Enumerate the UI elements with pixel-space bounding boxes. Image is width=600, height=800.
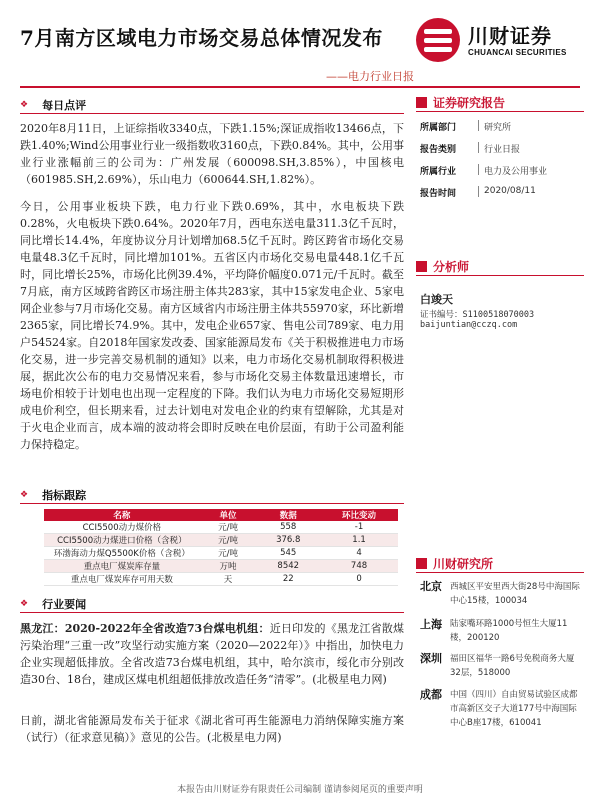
section-divider [20,612,404,613]
sidebar-heading-analyst: 分析师 [416,258,584,276]
metric-name: CCI5500动力煤进口价格（含税） [44,534,200,547]
section-heading-metrics: ❖ 指标跟踪 [20,489,87,502]
news-body: 日前，湖北省能源局发布关于征求《湖北省可再生能源电力消纳保障实施方案（试行）（征求意见稿）》意见的公告。(北极星电力网) [20,714,404,744]
table-row [44,534,398,547]
diamond-bullet-icon: ❖ [20,490,29,500]
report-info-row: 报告类别 行业日报 [420,142,520,155]
section-heading-daily: ❖ 每日点评 [20,99,87,112]
metric-value: 376.8 [256,534,320,547]
diamond-bullet-icon: ❖ [20,599,29,609]
square-bullet-icon [416,97,427,108]
report-info-row: 报告时间 2020/08/11 [420,186,536,199]
office-address: 陆家嘴环路1000号恒生大厦11楼，200120 [450,619,568,643]
office-city: 成都 [420,688,442,701]
report-subtitle: ——电力行业日报 [326,70,414,83]
office-city: 北京 [420,580,442,593]
metric-unit: 元/吨 [200,534,257,547]
daily-paragraph-1: 2020年8月11日，上证综指收3340点，下跌1.15%;深证成指收13466点，下跌1.40%;Wind公用事业行业一级指数收3160点，下跌0.84%。其中，公用事业行业涨幅前三的公司为：广州发展（600098.SH,3.85%），中国核电（601985.SH,2.69%），乐山电力（600644.SH,1.82%）。 [20,122,404,186]
metric-change: 748 [320,560,398,573]
column-header: 单位 [200,509,257,521]
news-item-2 [20,712,404,746]
table-row [44,573,398,586]
metric-change: 1.1 [320,534,398,547]
table-row [44,521,398,534]
column-header: 名称 [44,509,200,521]
news-item-1 [20,620,404,688]
analyst-email[interactable]: baijuntian@cczq.com [420,320,518,330]
metric-value: 22 [256,573,320,586]
news-lead: 黑龙江：2020-2022年全省改造73台煤电机组： [20,622,270,635]
metric-name: 重点电厂煤炭库存量 [44,560,200,573]
square-bullet-icon [416,261,427,272]
metric-change: 4 [320,547,398,560]
square-bullet-icon [416,558,427,569]
diamond-bullet-icon: ❖ [20,100,29,110]
analyst-cert: 证书编号：S1100518070003 [420,310,535,320]
report-title: 7月南方区域电力市场交易总体情况发布 [20,26,383,50]
metric-name: CCI5500动力煤价格 [44,521,200,534]
analyst-name: 白竣天 [420,293,453,306]
office-address: 西城区平安里西大街28号中海国际中心15楼，100034 [450,582,580,606]
table-row [44,547,398,560]
metric-name: 环渤海动力煤Q5500K价格（含税） [44,547,200,560]
section-divider [20,503,404,504]
metric-unit: 天 [200,573,257,586]
metric-value: 558 [256,521,320,534]
metrics-table [44,509,398,586]
metric-value: 545 [256,547,320,560]
daily-paragraph-2: 今日，公用事业板块下跌，电力行业下跌0.69%，其中，水电板块下跌0.28%，火电板块下跌0.64%。2020年7月，西电东送电量311.3亿千瓦时，同比增长14.4%，年度协议分月计划增加68.5亿千瓦时。跨区跨省市场化交易电量48.3亿千瓦时，同比增加101%。五省区内市场化交易电量448.1亿千瓦时，同比增长25%，市场化比例39.4%，平均降价幅度0.071元/千瓦时。截至7月底，南方区域跨省跨区市场注册主体共283家，其中15家发电企业、5家电网企业参与7月市场化交易。南方区域省内市场注册主体共55970家，环比新增2365家，同比增长74.9%。其中，发电企业657家、售电公司789家、电力用户54524家。自2018年国家发改委、国家能源局发布《关于积极推进电力市场化交易，进一步完善交易机制的通知》以来，电力市场化交易机制取得积极进展，据此次公布的电力交易情况来看，参与市场化交易主体数量迅速增长，市场电价相较于计划电也出现一定程度的下降。我们认为电力市场化交易短期形成电价利空，但长期来看，过去计划电对发电企业的约束有望解除，尤其是对于火电企业而言，成本端的波动将会即时反映在电价层面，有助于公司盈利能力保持稳定。 [20,200,404,451]
metric-value: 8542 [256,560,320,573]
column-header: 数据 [256,509,320,521]
section-divider [20,113,404,114]
logo-name-cn: 川财证券 [468,24,552,48]
metric-unit: 元/吨 [200,521,257,534]
company-logo [416,18,584,68]
page-footer: 本报告由川财证券有限责任公司编制 谨请参阅尾页的重要声明 [177,785,423,795]
news-body: 近日印发的《黑龙江省散煤污染治理“三重一改”攻坚行动实施方案（2020—2022年）》中指出，加快电力企业实现超低排放。全省改造73台煤电机组，其中，哈尔滨市，绥化市分别改造30台、18台，建成区煤电机组超低排放改造任务“清零”。(北极星电力网) [20,622,405,686]
header-divider [20,86,580,88]
report-info-row: 所属行业 电力及公用事业 [420,164,547,177]
logo-name-en: CHUANCAI SECURITIES [468,48,567,57]
office-city: 上海 [420,618,442,631]
logo-emblem-icon [416,18,460,62]
metric-unit: 万吨 [200,560,257,573]
column-header: 环比变动 [320,509,398,521]
metric-change: 0 [320,573,398,586]
metric-change: -1 [320,521,398,534]
metric-unit: 元/吨 [200,547,257,560]
sidebar-heading-institute: 川财研究所 [416,555,584,573]
table-row [44,560,398,573]
metric-name: 重点电厂煤炭库存可用天数 [44,573,200,586]
sidebar-heading-report: 证券研究报告 [416,94,584,112]
section-heading-industry: ❖ 行业要闻 [20,598,87,611]
report-info-row: 所属部门 研究所 [420,120,511,133]
office-address: 中国（四川）自由贸易试验区成都市高新区交子大道177号中海国际中心B座17楼，610041 [450,690,578,728]
office-address: 福田区福华一路6号免税商务大厦32层，518000 [450,654,575,678]
table-header-row [44,509,398,521]
office-city: 深圳 [420,652,442,665]
